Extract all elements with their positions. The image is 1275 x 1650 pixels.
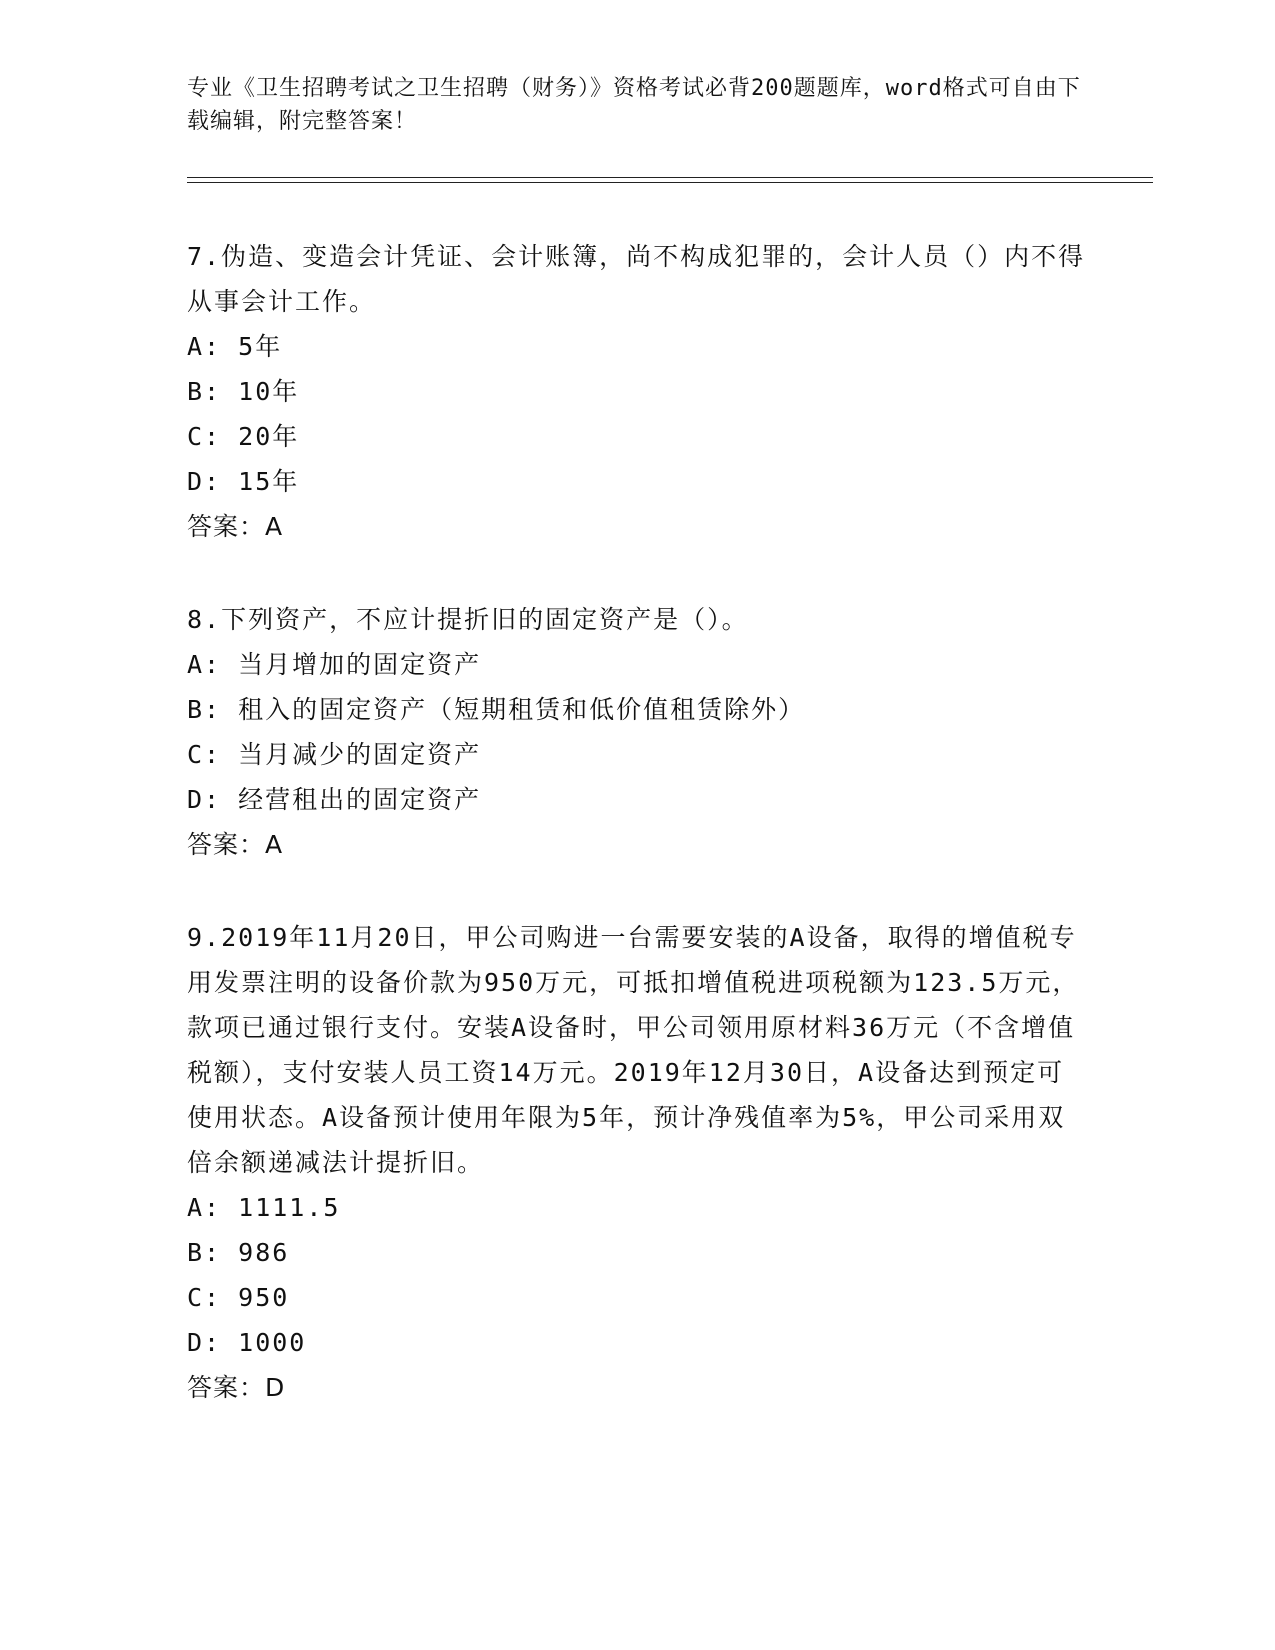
option-a: A: 当月增加的固定资产 xyxy=(187,650,482,679)
option-a: A: 1111.5 xyxy=(187,1193,341,1222)
option-d: D: 经营租出的固定资产 xyxy=(187,785,482,814)
option-b: B: 986 xyxy=(187,1238,290,1267)
option-c: C: 20年 xyxy=(187,422,300,451)
header-divider-top xyxy=(187,177,1153,178)
option-b: B: 10年 xyxy=(187,377,300,406)
question-stem: 9.2019年11月20日，甲公司购进一台需要安装的A设备，取得的增值税专用发票注明的设备价款为950万元，可抵扣增值税进项税额为123.5万元，款项已通过银行支付。安装A设备时，甲公司领用原材料36万元（不含增值税额），支付安装人员工资14万元。2019年12月30日，A设备达到预定可使用状态。A设备预计使用年限为5年，预计净残值率为5%，甲公司采用双倍余额递减法计提折旧。 xyxy=(187,923,1080,1177)
question-9 xyxy=(187,915,1087,1410)
question-stem: 7.伪造、变造会计凭证、会计账簿，尚不构成犯罪的，会计人员（）内不得从事会计工作。 xyxy=(187,242,1086,316)
document-header: 专业《卫生招聘考试之卫生招聘（财务）》资格考试必背200题题库，word格式可自由下载编辑，附完整答案！ xyxy=(187,76,1081,134)
header-divider-bottom xyxy=(187,182,1153,183)
answer: 答案：A xyxy=(187,512,284,541)
option-a: A: 5年 xyxy=(187,332,283,361)
question-8 xyxy=(187,597,1087,867)
answer: 答案：A xyxy=(187,830,284,859)
answer: 答案：D xyxy=(187,1373,286,1402)
question-stem: 8.下列资产，不应计提折旧的固定资产是（）。 xyxy=(187,605,749,634)
option-d: D: 15年 xyxy=(187,467,300,496)
option-c: C: 当月减少的固定资产 xyxy=(187,740,482,769)
question-7 xyxy=(187,234,1087,549)
option-b: B: 租入的固定资产（短期租赁和低价值租赁除外） xyxy=(187,695,806,724)
option-c: C: 950 xyxy=(187,1283,290,1312)
option-d: D: 1000 xyxy=(187,1328,307,1357)
